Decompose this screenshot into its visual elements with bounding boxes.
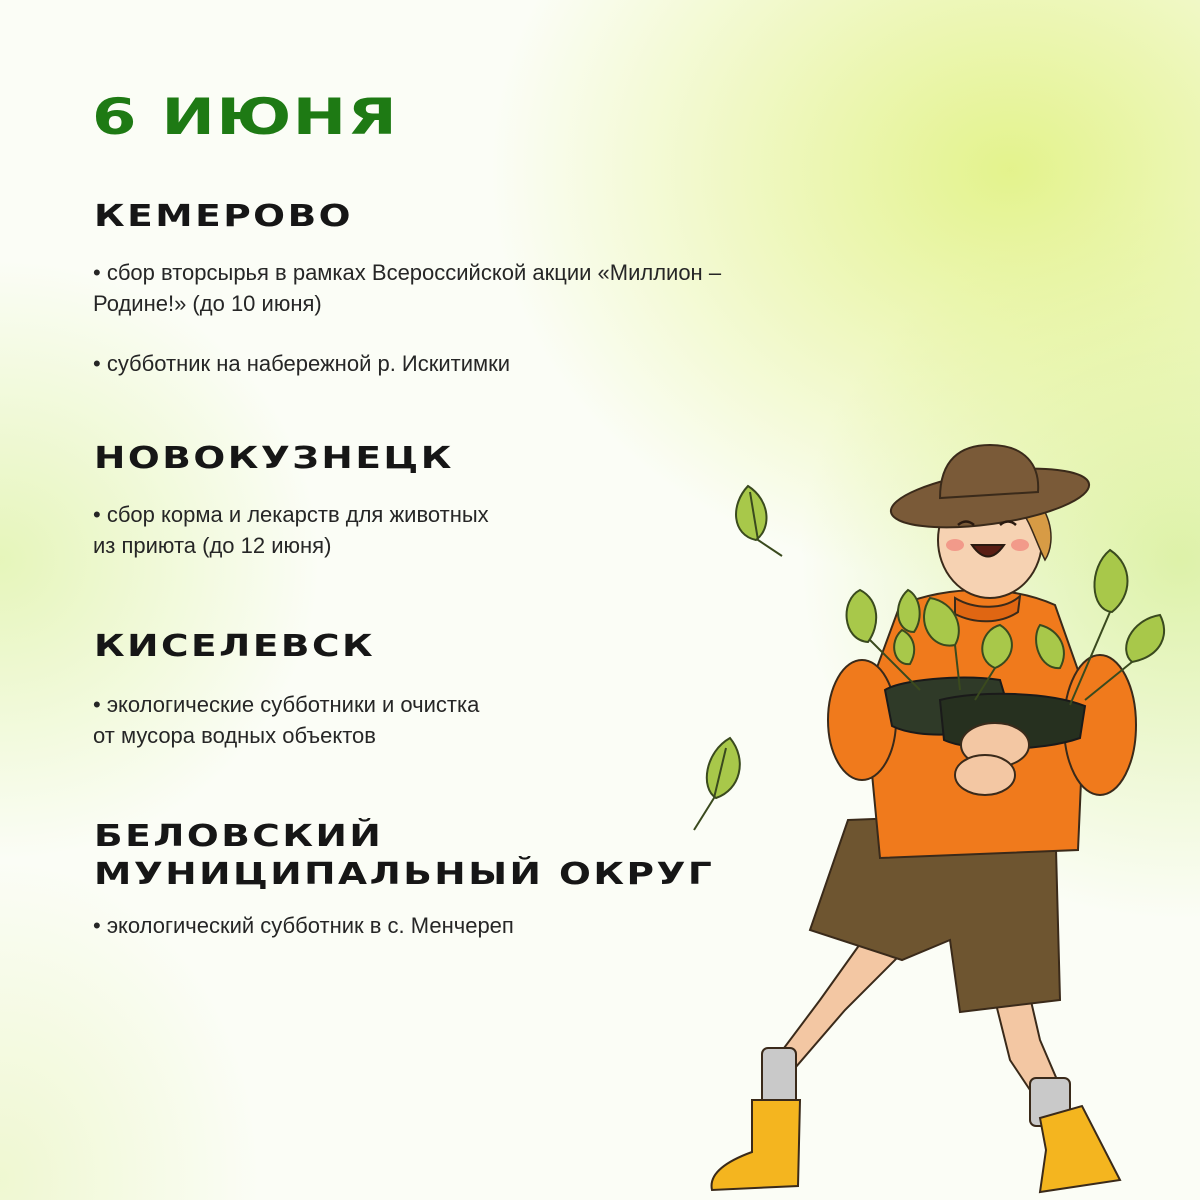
city-heading-kiselevsk: КИСЕЛЕВСК: [94, 629, 376, 664]
event-item-line: • экологический субботник в с. Менчереп: [93, 913, 514, 938]
city-heading-belovsky: БЕЛОВСКИЙ: [94, 819, 384, 854]
event-item-line: • субботник на набережной р. Искитимки: [93, 351, 511, 376]
leaf-icon: [694, 738, 740, 830]
leaf-icon: [736, 486, 782, 556]
page-title: 6 ИЮНЯ: [92, 88, 399, 146]
gardener-illustration: [690, 430, 1200, 1200]
event-item-line: • экологические субботники и очистка: [93, 692, 480, 717]
city-heading-belovsky-line2: МУНИЦИПАЛЬНЫЙ ОКРУГ: [94, 857, 715, 892]
event-item-line: • сбор вторсырья в рамках Всероссийской акции «Миллион –: [93, 260, 722, 285]
city-heading-kemerovo: КЕМЕРОВО: [94, 199, 354, 234]
event-item-line: от мусора водных объектов: [93, 723, 376, 748]
event-item-line: Родине!» (до 10 июня): [93, 291, 322, 316]
city-heading-novokuznetsk: НОВОКУЗНЕЦК: [94, 441, 454, 476]
event-item-line: • сбор корма и лекарств для животных: [93, 502, 489, 527]
event-item-line: из приюта (до 12 июня): [93, 533, 332, 558]
